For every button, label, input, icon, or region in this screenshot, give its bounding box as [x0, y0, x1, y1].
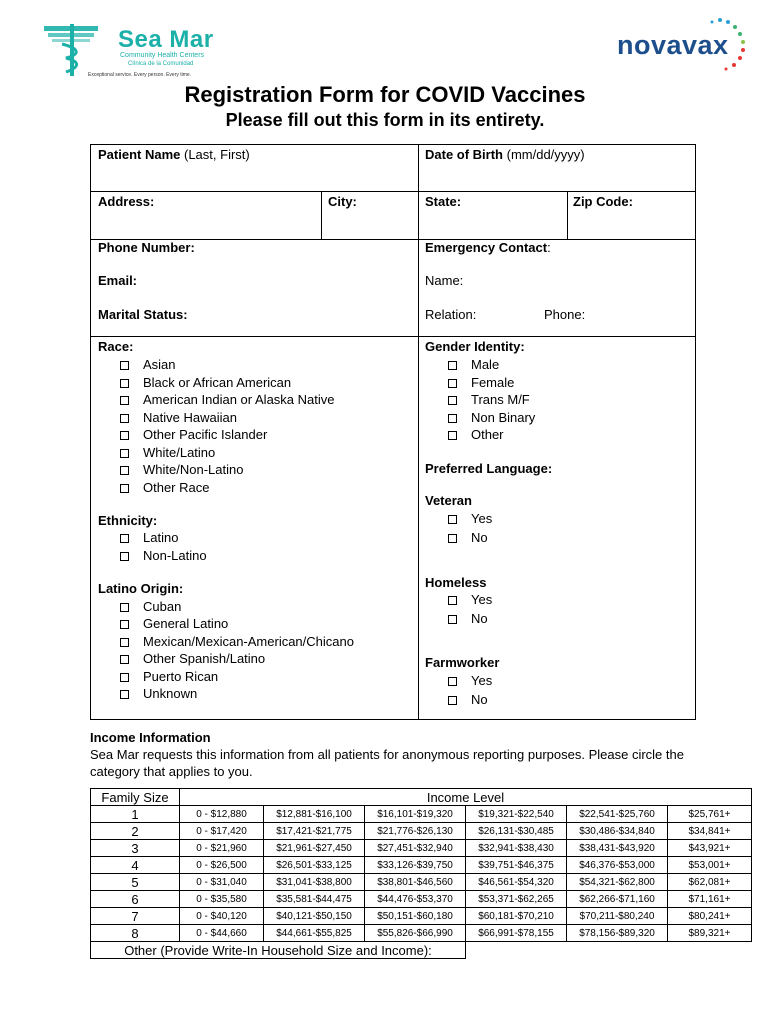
income-level-cell[interactable]: $21,961-$27,450: [264, 840, 365, 857]
phone-number-field[interactable]: Phone Number:: [98, 240, 195, 255]
gender-option-other[interactable]: Other: [448, 427, 504, 442]
city-field[interactable]: City:: [328, 194, 357, 209]
race-option-white-latino[interactable]: White/Latino: [120, 445, 215, 460]
race-option-american-indian[interactable]: American Indian or Alaska Native: [120, 392, 334, 407]
family-size-header: Family Size: [91, 789, 180, 806]
income-level-header: Income Level: [180, 789, 752, 806]
checkbox-icon[interactable]: [120, 449, 129, 458]
checkbox-icon[interactable]: [120, 620, 129, 629]
checkbox-icon[interactable]: [448, 696, 457, 705]
race-option-pacific-islander[interactable]: Other Pacific Islander: [120, 427, 267, 442]
income-level-cell[interactable]: 0 - $35,580: [180, 891, 264, 908]
income-level-cell[interactable]: $25,761+: [668, 806, 752, 823]
preferred-language-field[interactable]: Preferred Language:: [425, 461, 553, 476]
income-level-cell[interactable]: $26,501-$33,125: [264, 857, 365, 874]
novavax-logo: novavax: [617, 30, 729, 60]
income-level-cell[interactable]: 0 - $12,880: [180, 806, 264, 823]
income-level-cell[interactable]: $44,476-$53,370: [365, 891, 466, 908]
checkbox-icon[interactable]: [448, 396, 457, 405]
income-level-cell[interactable]: $66,991-$78,155: [466, 925, 567, 942]
latino-origin-cuban[interactable]: Cuban: [120, 599, 181, 614]
income-level-cell[interactable]: $46,376-$53,000: [567, 857, 668, 874]
table-row: [91, 823, 752, 840]
checkbox-icon[interactable]: [448, 596, 457, 605]
income-level-cell[interactable]: $16,101-$19,320: [365, 806, 466, 823]
family-size-cell: 8: [91, 925, 180, 942]
sea-mar-name: Sea Mar: [118, 26, 214, 53]
gender-option-male[interactable]: Male: [448, 357, 499, 372]
checkbox-icon[interactable]: [120, 534, 129, 543]
farmworker-option-no[interactable]: No: [448, 692, 488, 707]
income-level-cell[interactable]: $38,801-$46,560: [365, 874, 466, 891]
checkbox-icon[interactable]: [120, 396, 129, 405]
income-level-cell[interactable]: $40,121-$50,150: [264, 908, 365, 925]
income-level-cell[interactable]: $53,001+: [668, 857, 752, 874]
emergency-relation-field[interactable]: Relation:: [425, 307, 477, 322]
checkbox-icon[interactable]: [120, 484, 129, 493]
marital-status-field[interactable]: Marital Status:: [98, 307, 188, 322]
sea-mar-line2: Clínica de la Comunidad: [128, 61, 194, 67]
income-level-cell[interactable]: $39,751-$46,375: [466, 857, 567, 874]
income-level-cell[interactable]: $31,041-$38,800: [264, 874, 365, 891]
income-instructions: Sea Mar requests this information from all patients for anonymous reporting purposes. Please circle the category that applies to you.: [90, 747, 684, 779]
ethnicity-option-non-latino[interactable]: Non-Latino: [120, 548, 207, 563]
family-size-cell: 2: [91, 823, 180, 840]
income-level-cell[interactable]: $60,181-$70,210: [466, 908, 567, 925]
homeless-option-yes[interactable]: Yes: [448, 592, 492, 607]
income-level-cell[interactable]: $43,921+: [668, 840, 752, 857]
checkbox-icon[interactable]: [448, 431, 457, 440]
table-row: [91, 857, 752, 874]
income-level-cell[interactable]: $54,321-$62,800: [567, 874, 668, 891]
veteran-option-no[interactable]: No: [448, 530, 488, 545]
checkbox-icon[interactable]: [448, 534, 457, 543]
income-level-cell[interactable]: $34,841+: [668, 823, 752, 840]
checkbox-icon[interactable]: [448, 414, 457, 423]
address-field[interactable]: Address:: [98, 194, 155, 209]
income-level-cell[interactable]: $80,241+: [668, 908, 752, 925]
income-level-cell[interactable]: $17,421-$21,775: [264, 823, 365, 840]
checkbox-icon[interactable]: [120, 655, 129, 664]
income-information-title: Income Information: [90, 730, 211, 745]
income-table: [90, 788, 752, 959]
other-household-field[interactable]: Other (Provide Write-In Household Size and Income):: [91, 942, 466, 959]
gender-option-female[interactable]: Female: [448, 375, 514, 390]
income-level-cell[interactable]: $53,371-$62,265: [466, 891, 567, 908]
checkbox-icon[interactable]: [120, 431, 129, 440]
checkbox-icon[interactable]: [448, 515, 457, 524]
family-size-cell: 4: [91, 857, 180, 874]
form-title: Registration Form for COVID Vaccines: [184, 82, 586, 107]
gender-option-trans[interactable]: Trans M/F: [448, 392, 530, 407]
sea-mar-tagline: Exceptional service. Every person. Every time.: [88, 72, 192, 78]
race-option-other[interactable]: Other Race: [120, 480, 209, 495]
latino-origin-label: Latino Origin:: [98, 581, 184, 596]
date-of-birth-field[interactable]: Date of Birth (mm/dd/yyyy): [425, 147, 585, 162]
income-level-cell[interactable]: 0 - $40,120: [180, 908, 264, 925]
patient-name-field[interactable]: Patient Name (Last, First): [98, 147, 250, 162]
table-row: [91, 874, 752, 891]
checkbox-icon[interactable]: [448, 361, 457, 370]
checkbox-icon[interactable]: [120, 673, 129, 682]
table-row: [91, 840, 752, 857]
ethnicity-label: Ethnicity:: [98, 513, 158, 528]
income-level-cell[interactable]: $12,881-$16,100: [264, 806, 365, 823]
income-level-cell[interactable]: $38,431-$43,920: [567, 840, 668, 857]
income-level-cell[interactable]: $78,156-$89,320: [567, 925, 668, 942]
emergency-contact-label: Emergency Contact:: [425, 240, 551, 255]
income-level-cell[interactable]: $44,661-$55,825: [264, 925, 365, 942]
form-subtitle: Please fill out this form in its entirety.: [225, 110, 545, 130]
family-size-cell: 7: [91, 908, 180, 925]
veteran-label: Veteran: [425, 493, 472, 508]
emergency-phone-field[interactable]: Phone:: [544, 307, 586, 322]
income-level-cell[interactable]: $27,451-$32,940: [365, 840, 466, 857]
veteran-option-yes[interactable]: Yes: [448, 511, 492, 526]
homeless-option-no[interactable]: No: [448, 611, 488, 626]
income-level-cell[interactable]: $35,581-$44,475: [264, 891, 365, 908]
income-level-cell[interactable]: $33,126-$39,750: [365, 857, 466, 874]
zip-code-field[interactable]: Zip Code:: [573, 194, 633, 209]
income-level-cell[interactable]: 0 - $17,420: [180, 823, 264, 840]
income-level-cell[interactable]: 0 - $26,500: [180, 857, 264, 874]
income-level-cell[interactable]: $62,266-$71,160: [567, 891, 668, 908]
state-field[interactable]: State:: [425, 194, 462, 209]
race-label: Race:: [98, 339, 134, 354]
family-size-cell: 3: [91, 840, 180, 857]
income-level-cell[interactable]: $22,541-$25,760: [567, 806, 668, 823]
income-level-cell[interactable]: $46,561-$54,320: [466, 874, 567, 891]
emergency-name-field[interactable]: Name:: [425, 273, 464, 288]
family-size-cell: 6: [91, 891, 180, 908]
income-level-cell[interactable]: $70,211-$80,240: [567, 908, 668, 925]
checkbox-icon[interactable]: [120, 414, 129, 423]
income-level-cell[interactable]: 0 - $44,660: [180, 925, 264, 942]
race-option-white-non-latino[interactable]: White/Non-Latino: [120, 462, 243, 477]
latino-origin-other-spanish[interactable]: Other Spanish/Latino: [120, 651, 265, 666]
family-size-cell: 5: [91, 874, 180, 891]
ethnicity-option-latino[interactable]: Latino: [120, 530, 178, 545]
checkbox-icon[interactable]: [120, 690, 129, 699]
sea-mar-line1: Community Health Centers: [120, 52, 205, 59]
farmworker-option-yes[interactable]: Yes: [448, 673, 492, 688]
table-row: [91, 908, 752, 925]
race-option-native-hawaiian[interactable]: Native Hawaiian: [120, 410, 237, 425]
gender-option-non-binary[interactable]: Non Binary: [448, 410, 535, 425]
homeless-label: Homeless: [425, 575, 487, 590]
race-option-asian[interactable]: Asian: [120, 357, 176, 372]
family-size-cell: 1: [91, 806, 180, 823]
income-level-cell[interactable]: $62,081+: [668, 874, 752, 891]
income-level-cell[interactable]: $30,486-$34,840: [567, 823, 668, 840]
gender-identity-label: Gender Identity:: [425, 339, 525, 354]
income-level-cell[interactable]: 0 - $21,960: [180, 840, 264, 857]
income-level-cell[interactable]: $32,941-$38,430: [466, 840, 567, 857]
checkbox-icon[interactable]: [120, 638, 129, 647]
table-row: [91, 925, 752, 942]
latino-origin-unknown[interactable]: Unknown: [120, 686, 197, 701]
checkbox-icon[interactable]: [448, 615, 457, 624]
latino-origin-puerto-rican[interactable]: Puerto Rican: [120, 669, 218, 684]
farmworker-label: Farmworker: [425, 655, 500, 670]
income-level-cell[interactable]: $19,321-$22,540: [466, 806, 567, 823]
income-level-cell[interactable]: $71,161+: [668, 891, 752, 908]
latino-origin-mexican[interactable]: Mexican/Mexican-American/Chicano: [120, 634, 354, 649]
checkbox-icon[interactable]: [120, 552, 129, 561]
latino-origin-general[interactable]: General Latino: [120, 616, 228, 631]
income-level-cell[interactable]: $89,321+: [668, 925, 752, 942]
table-row: [91, 806, 752, 823]
table-row: [91, 891, 752, 908]
income-level-cell[interactable]: $26,131-$30,485: [466, 823, 567, 840]
income-level-cell[interactable]: $21,776-$26,130: [365, 823, 466, 840]
checkbox-icon[interactable]: [120, 466, 129, 475]
checkbox-icon[interactable]: [120, 603, 129, 612]
email-field[interactable]: Email:: [98, 273, 138, 288]
income-level-cell[interactable]: 0 - $31,040: [180, 874, 264, 891]
income-level-cell[interactable]: $55,826-$66,990: [365, 925, 466, 942]
checkbox-icon[interactable]: [448, 677, 457, 686]
race-option-black[interactable]: Black or African American: [120, 375, 291, 390]
checkbox-icon[interactable]: [120, 379, 129, 388]
checkbox-icon[interactable]: [120, 361, 129, 370]
income-level-cell[interactable]: $50,151-$60,180: [365, 908, 466, 925]
checkbox-icon[interactable]: [448, 379, 457, 388]
